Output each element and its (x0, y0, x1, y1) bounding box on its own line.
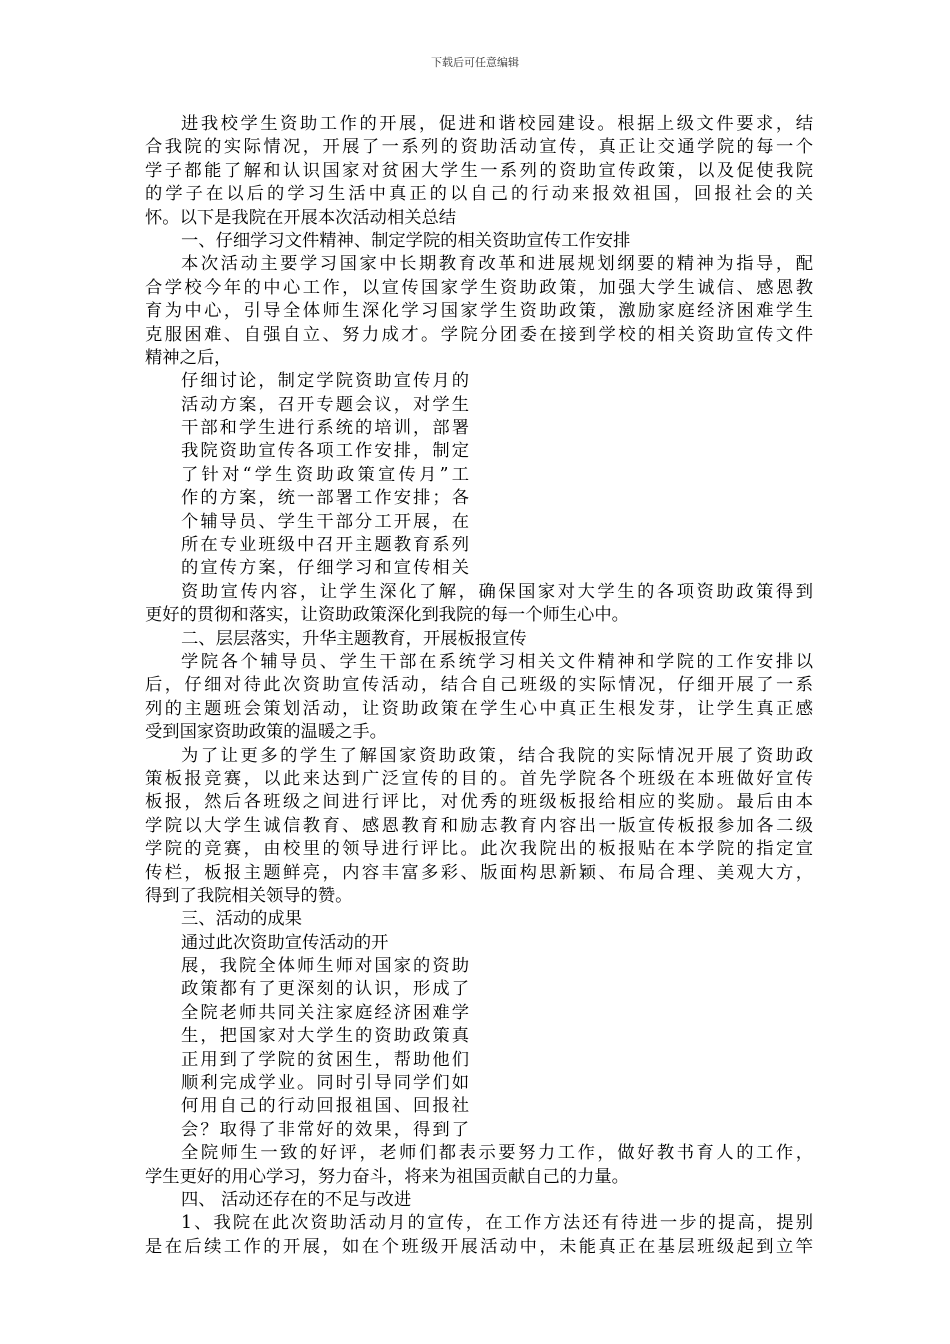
text-line: 政策都有了更深刻的认识，形成了 (181, 979, 469, 1000)
text-line: 学生更好的用心学习，努力奋斗，将来为祖国贡献自己的力量。 (145, 1166, 629, 1187)
text-line: 我院资助宣传各项工作安排，制定 (181, 441, 469, 462)
text-line: 学子都能了解和认识国家对贫困大学生一系列的资助宣传政策，以及促使我院 (145, 160, 813, 181)
text-line: 策板报竞赛，以此来达到广泛宣传的目的。首先学院各个班级在本班做好宣传 (145, 768, 813, 789)
text-line: 所在专业班级中召开主题教育系列 (181, 535, 469, 556)
text-line: 何用自己的行动回报祖国、回报社 (181, 1096, 469, 1117)
text-line: 顺利完成学业。同时引导同学们如 (181, 1073, 469, 1094)
text-line: 一、仔细学习文件精神、制定学院的相关资助宣传工作安排 (181, 230, 631, 251)
text-line: 合学校今年的中心工作，以宣传国家学生资助政策，加强大学生诚信、感恩教 (145, 277, 813, 298)
text-line: 为了让更多的学生了解国家资助政策，结合我院的实际情况开展了资助政 (181, 745, 813, 766)
text-line: 受到国家资助政策的温暖之手。 (145, 722, 387, 743)
text-line: 会？取得了非常好的效果，得到了 (181, 1119, 469, 1140)
text-line: 通过此次资助宣传活动的开 (181, 932, 389, 953)
text-line: 更好的贯彻和落实，让资助政策深化到我院的每一个师生心中。 (145, 605, 629, 626)
text-line: 干部和学生进行系统的培训，部署 (181, 418, 469, 439)
text-line: 学院的竞赛，由校里的领导进行评比。此次我院出的板报贴在本学院的指定宣 (145, 839, 813, 860)
document-body (145, 113, 813, 1259)
text-line: 合我院的实际情况，开展了一系列的资助活动宣传，真正让交通学院的每一个 (145, 137, 813, 158)
text-line: 学院各个辅导员、学生干部在系统学习相关文件精神和学院的工作安排以 (181, 651, 813, 672)
text-line: 资助宣传内容，让学生深化了解，确保国家对大学生的各项资助政策得到 (181, 581, 813, 602)
text-line: 列的主题班会策划活动，让资助政策在学生心中真正生根发芽，让学生真正感 (145, 698, 813, 719)
text-line: 育为中心，引导全体师生深化学习国家学生资助政策，激励家庭经济困难学生 (145, 301, 813, 322)
text-line: 1、我院在此次资助活动月的宣传，在工作方法还有待进一步的提高，提别 (181, 1213, 813, 1234)
text-line: 精神之后， (145, 347, 232, 368)
text-line: 正用到了学院的贫困生，帮助他们 (181, 1049, 469, 1070)
text-line: 四、 活动还存在的不足与改进 (181, 1189, 412, 1210)
text-line: 生，把国家对大学生的资助政策真 (181, 1026, 469, 1047)
text-line: 后，仔细对待此次资助宣传活动，结合自己班级的实际情况，仔细开展了一系 (145, 675, 813, 696)
text-line: 个辅导员、学生干部分工开展，在 (181, 511, 469, 532)
text-line: 的宣传方案，仔细学习和宣传相关 (181, 558, 469, 579)
text-line: 活动方案，召开专题会议，对学生 (181, 394, 469, 415)
text-line: 本次活动主要学习国家中长期教育改革和进展规划纲要的精神为指导，配 (181, 254, 813, 275)
text-line: 全院师生一致的好评，老师们都表示要努力工作，做好教书育人的工作， (181, 1143, 813, 1164)
text-line: 展，我院全体师生师对国家的资助 (181, 956, 469, 977)
page-header: 下载后可任意编辑 (431, 56, 519, 69)
text-line: 传栏，板报主题鲜亮，内容丰富多彩、版面构思新颖、布局合理、美观大方， (145, 862, 813, 883)
text-line: 仔细讨论，制定学院资助宣传月的 (181, 371, 469, 392)
text-line: 得到了我院相关领导的赞。 (145, 885, 353, 906)
text-line: 是在后续工作的开展，如在个班级开展活动中，未能真正在基层班级起到立竿 (145, 1236, 813, 1257)
text-line: 学院以大学生诚信教育、感恩教育和励志教育内容出一版宣传板报参加各二级 (145, 815, 813, 836)
text-line: 作的方案，统一部署工作安排；各 (181, 488, 469, 509)
text-line: 克服困难、自强自立、努力成才。学院分团委在接到学校的相关资助宣传文件 (145, 324, 813, 345)
text-line: 进我校学生资助工作的开展，促进和谐校园建设。根据上级文件要求，结 (181, 114, 813, 134)
text-line: 的学子在以后的学习生活中真正的以自己的行动来报效祖国，回报社会的关 (145, 184, 813, 205)
text-line: 全院老师共同关注家庭经济困难学 (181, 1002, 469, 1023)
text-line: 了针对“学生资助政策宣传月”工 (181, 464, 469, 485)
text-line: 板报，然后各班级之间进行评比，对优秀的班级板报给相应的奖励。最后由本 (145, 792, 813, 813)
text-line: 三、活动的成果 (181, 909, 302, 930)
text-line: 二、层层落实，升华主题教育，开展板报宣传 (181, 628, 527, 649)
text-line: 怀。以下是我院在开展本次活动相关总结 (145, 207, 457, 228)
